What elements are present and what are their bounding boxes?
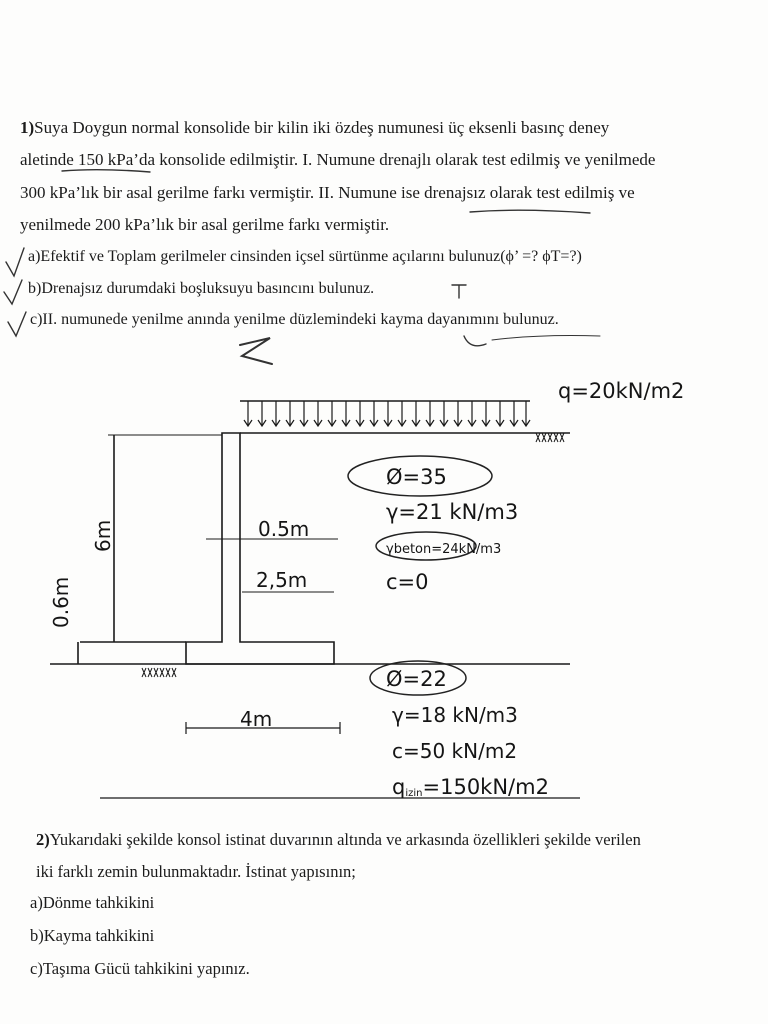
- question-2-number: 2): [36, 830, 50, 849]
- question-2-line-2: iki farklı zemin bulunmaktadır. İstinat yapısının;: [36, 862, 356, 881]
- foundation-phi: Ø=22: [386, 667, 447, 691]
- question-1-line-1: 1)Suya Doygun normal konsolide bir kilin iki özdeş numunesi üç eksenli basınç deney: [20, 118, 610, 137]
- question-1-number: 1): [20, 118, 35, 137]
- retaining-wall: [186, 433, 334, 664]
- foundation-gamma: γ=18 kN/m3: [392, 703, 518, 727]
- hatch-bottom: [142, 668, 176, 677]
- allowable-bearing: qizin=150kN/m2: [392, 775, 549, 799]
- concrete-gamma: γbeton=24kN/m3: [386, 542, 502, 557]
- question-2-part-a: a)Dönme tahkikini: [30, 893, 155, 912]
- question-1-line-2: aletinde 150 kPa’da konsolide edilmiştir. I. Numune drenajlı olarak test edilmiş ve yenilmede: [20, 150, 656, 169]
- backfill-phi: Ø=35: [386, 465, 447, 489]
- heel-length-label: 2,5m: [256, 568, 308, 592]
- foundation-c: c=50 kN/m2: [392, 739, 518, 763]
- question-1-line-3: 300 kPa’lık bir asal gerilme farkı vermiştir. II. Numune ise drenajsız olarak test edilmiş ve: [20, 183, 635, 202]
- wall-height-label: 6m: [91, 519, 115, 552]
- question-1-part-c: c)II. numunede yenilme anında yenilme düzlemindeki kayma dayanımını bulunuz.: [30, 311, 559, 328]
- base-thickness-label: 0.6m: [49, 576, 73, 628]
- handwritten-marks: [0, 0, 768, 420]
- question-1-part-a: a)Efektif ve Toplam gerilmeler cinsinden içsel sürtünme açılarını bulunuz(ϕ’ =? ϕT=?): [28, 248, 582, 265]
- question-2-line-1: 2)Yukarıdaki şekilde konsol istinat duvarının altında ve arkasında özellikleri şekilde verilen: [36, 830, 641, 849]
- question-2-part-c: c)Taşıma Gücü tahkikini yapınız.: [30, 959, 250, 978]
- hatch-top: [536, 433, 564, 442]
- backfill-gamma: γ=21 kN/m3: [386, 500, 519, 524]
- surcharge-arrows: [244, 401, 530, 426]
- base-width-label: 4m: [240, 707, 273, 731]
- surcharge-label: q=20kN/m2: [558, 380, 685, 403]
- question-1-part-b: b)Drenajsız durumdaki boşluksuyu basıncını bulunuz.: [28, 280, 375, 297]
- stem-width-label: 0.5m: [258, 517, 310, 541]
- backfill-c: c=0: [386, 570, 429, 594]
- question-2-part-b: b)Kayma tahkikini: [30, 926, 155, 945]
- question-1-line-4: yenilmede 200 kPa’lık bir asal gerilme farkı vermiştir.: [20, 215, 390, 234]
- retaining-wall-figure: [0, 380, 768, 800]
